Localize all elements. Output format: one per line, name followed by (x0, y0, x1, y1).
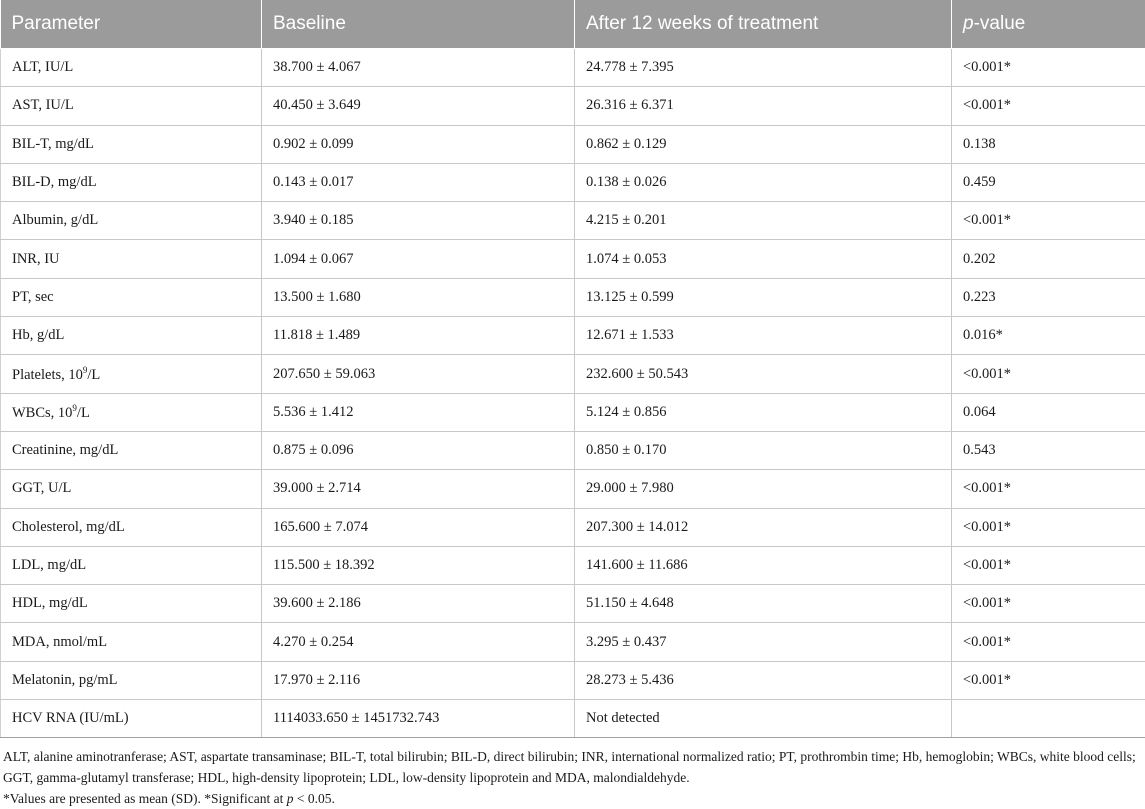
header-p-value (952, 0, 1145, 49)
parameter-text: INR, IU (12, 251, 60, 267)
table-body (1, 49, 1145, 738)
cell-after-treatment: 0.850 ± 0.170 (575, 431, 952, 469)
cell-after-treatment: 13.125 ± 0.599 (575, 278, 952, 316)
cell-after-treatment: 1.074 ± 0.053 (575, 240, 952, 278)
header-row (1, 0, 1145, 49)
cell-baseline: 4.270 ± 0.254 (262, 623, 575, 661)
cell-baseline: 5.536 ± 1.412 (262, 393, 575, 431)
cell-parameter (1, 278, 262, 316)
cell-parameter (1, 125, 262, 163)
header-baseline: Baseline (262, 0, 575, 49)
cell-after-treatment: 0.862 ± 0.129 (575, 125, 952, 163)
cell-baseline: 11.818 ± 1.489 (262, 317, 575, 355)
table-row (1, 163, 1145, 201)
cell-parameter (1, 87, 262, 125)
cell-baseline: 40.450 ± 3.649 (262, 87, 575, 125)
parameter-text: HDL, mg/dL (12, 595, 88, 611)
cell-baseline: 0.902 ± 0.099 (262, 125, 575, 163)
cell-parameter (1, 661, 262, 699)
table-row (1, 393, 1145, 431)
cell-p-value: 0.016* (952, 317, 1145, 355)
header-p-italic: p (963, 13, 974, 34)
cell-p-value: <0.001* (952, 585, 1145, 623)
cell-p-value: <0.001* (952, 49, 1145, 87)
table-row (1, 508, 1145, 546)
cell-baseline: 165.600 ± 7.074 (262, 508, 575, 546)
abbreviations-note: ALT, alanine aminotranferase; AST, aspartate transaminase; BIL-T, total bilirubin; BIL-D, direct bilirubin; INR, international normalized ratio; PT, prothrombin time; Hb, hemoglobin; WBCs, white blood cells; GGT, gamma-glutamyl transferase; HDL, high-density lipoprotein; LDL, low-density lipoprotein and MDA, malondialdehyde. (3, 746, 1142, 788)
cell-baseline: 13.500 ± 1.680 (262, 278, 575, 316)
table-row (1, 355, 1145, 393)
table-row (1, 240, 1145, 278)
parameter-text: Melatonin, pg/mL (12, 672, 118, 688)
table-row (1, 546, 1145, 584)
table-row (1, 585, 1145, 623)
table-row (1, 431, 1145, 469)
cell-after-treatment: 24.778 ± 7.395 (575, 49, 952, 87)
cell-after-treatment: 26.316 ± 6.371 (575, 87, 952, 125)
cell-parameter (1, 355, 262, 393)
parameter-text: HCV RNA (IU/mL) (12, 710, 129, 726)
cell-p-value: 0.459 (952, 163, 1145, 201)
parameter-text: LDL, mg/dL (12, 557, 86, 573)
parameter-exponent: 9 (72, 403, 77, 413)
cell-after-treatment: 5.124 ± 0.856 (575, 393, 952, 431)
cell-parameter (1, 700, 262, 738)
table-row (1, 661, 1145, 699)
cell-baseline: 115.500 ± 18.392 (262, 546, 575, 584)
parameter-text: Platelets, 10 (12, 366, 83, 382)
cell-after-treatment: 141.600 ± 11.686 (575, 546, 952, 584)
cell-p-value: 0.543 (952, 431, 1145, 469)
cell-p-value: <0.001* (952, 661, 1145, 699)
parameter-unit: /L (77, 405, 90, 421)
cell-parameter (1, 49, 262, 87)
cell-after-treatment: 29.000 ± 7.980 (575, 470, 952, 508)
header-parameter: Parameter (1, 0, 262, 49)
parameter-text: GGT, U/L (12, 480, 71, 496)
cell-p-value: <0.001* (952, 470, 1145, 508)
cell-p-value: 0.138 (952, 125, 1145, 163)
parameter-exponent: 9 (83, 365, 88, 375)
cell-after-treatment: 232.600 ± 50.543 (575, 355, 952, 393)
parameter-text: Albumin, g/dL (12, 212, 98, 228)
parameter-text: WBCs, 10 (12, 405, 72, 421)
cell-baseline: 207.650 ± 59.063 (262, 355, 575, 393)
cell-parameter (1, 240, 262, 278)
values-note-suffix: < 0.05. (294, 791, 335, 806)
cell-parameter (1, 623, 262, 661)
parameter-text: Hb, g/dL (12, 327, 64, 343)
cell-baseline: 39.000 ± 2.714 (262, 470, 575, 508)
cell-after-treatment: 12.671 ± 1.533 (575, 317, 952, 355)
parameter-text: MDA, nmol/mL (12, 634, 107, 650)
cell-p-value: 0.064 (952, 393, 1145, 431)
header-after-treatment: After 12 weeks of treatment (575, 0, 952, 49)
values-note (3, 788, 1142, 809)
cell-baseline: 1.094 ± 0.067 (262, 240, 575, 278)
cell-after-treatment: Not detected (575, 700, 952, 738)
table-row (1, 623, 1145, 661)
parameter-text: BIL-D, mg/dL (12, 174, 97, 190)
values-note-p: p (287, 791, 294, 806)
cell-parameter (1, 470, 262, 508)
cell-parameter (1, 163, 262, 201)
cell-p-value: <0.001* (952, 623, 1145, 661)
table-row (1, 125, 1145, 163)
cell-p-value: <0.001* (952, 546, 1145, 584)
cell-p-value: 0.223 (952, 278, 1145, 316)
cell-baseline: 38.700 ± 4.067 (262, 49, 575, 87)
cell-after-treatment: 51.150 ± 4.648 (575, 585, 952, 623)
table-row (1, 49, 1145, 87)
cell-parameter (1, 317, 262, 355)
parameter-text: ALT, IU/L (12, 59, 73, 75)
table-row (1, 87, 1145, 125)
cell-baseline: 17.970 ± 2.116 (262, 661, 575, 699)
parameter-unit: /L (87, 366, 100, 382)
cell-p-value: 0.202 (952, 240, 1145, 278)
cell-parameter (1, 508, 262, 546)
table-footnotes (0, 738, 1145, 809)
cell-p-value: <0.001* (952, 202, 1145, 240)
table-header (1, 0, 1145, 49)
cell-after-treatment: 3.295 ± 0.437 (575, 623, 952, 661)
cell-parameter (1, 546, 262, 584)
cell-p-value (952, 700, 1145, 738)
cell-baseline: 1114033.650 ± 1451732.743 (262, 700, 575, 738)
cell-after-treatment: 207.300 ± 14.012 (575, 508, 952, 546)
cell-after-treatment: 28.273 ± 5.436 (575, 661, 952, 699)
parameter-text: Cholesterol, mg/dL (12, 519, 125, 535)
values-note-prefix: *Values are presented as mean (SD). *Significant at (3, 791, 287, 806)
cell-baseline: 0.875 ± 0.096 (262, 431, 575, 469)
cell-after-treatment: 4.215 ± 0.201 (575, 202, 952, 240)
cell-parameter (1, 585, 262, 623)
cell-parameter (1, 202, 262, 240)
cell-baseline: 39.600 ± 2.186 (262, 585, 575, 623)
cell-baseline: 0.143 ± 0.017 (262, 163, 575, 201)
table-row (1, 278, 1145, 316)
parameter-text: BIL-T, mg/dL (12, 136, 94, 152)
cell-after-treatment: 0.138 ± 0.026 (575, 163, 952, 201)
cell-parameter (1, 431, 262, 469)
cell-p-value: <0.001* (952, 355, 1145, 393)
parameter-text: AST, IU/L (12, 97, 74, 113)
cell-p-value: <0.001* (952, 508, 1145, 546)
cell-p-value: <0.001* (952, 87, 1145, 125)
cell-baseline: 3.940 ± 0.185 (262, 202, 575, 240)
cell-parameter (1, 393, 262, 431)
table-row (1, 700, 1145, 738)
parameter-text: Creatinine, mg/dL (12, 442, 118, 458)
table-row (1, 470, 1145, 508)
table-row (1, 202, 1145, 240)
parameter-text: PT, sec (12, 289, 54, 305)
table-row (1, 317, 1145, 355)
header-p-rest: -value (974, 13, 1026, 34)
